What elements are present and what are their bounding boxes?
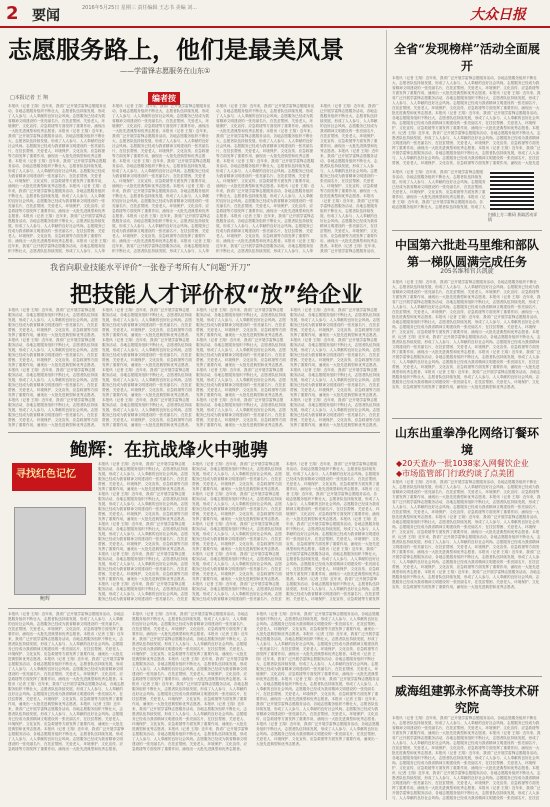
- main-subhead: ——学雷锋志愿服务在山东①: [120, 67, 211, 75]
- bottom-column-1: 本报讯（记者 王翔）近年来，我省广泛开展学雷锋志愿服务活动，各地志愿服务组织不断壮大，志愿者队伍持续发展，形成了人人参与、人人奉献的良好社会风尚。志愿服务已经成为我省精神文明建设的一张亮丽名片，在扶贫帮困、关爱老人、环境保护、文化宣传、应急救援等方面发挥了重要作用，涌现出一大批先进典型和优秀志愿者。本报讯（记者 王翔）近年来，我省广泛开展学雷锋志愿服务活动，各地志愿服务组织不断壮大，志愿者队伍持续发展，形成了人人参与、人人奉献的良好社会风尚。志愿服务已经成为我省精神文明建设的一张亮丽名片，在扶贫帮困、关爱老人、环境保护、文化宣传、应急救援等方面发挥了重要作用，涌现出一大批先进典型和优秀志愿者。本报讯（记者 王翔）近年来，我省广泛开展学雷锋志愿服务活动，各地志愿服务组织不断壮大，志愿者队伍持续发展，形成了人人参与、人人奉献的良好社会风尚。志愿服务已经成为我省精神文明建设的一张亮丽名片，在扶贫帮困、关爱老人、环境保护、文化宣传、应急救援等方面发挥了重要作用，涌现出一大批先进典型和优秀志愿者。本报讯（记者 王翔）近年来，我省广泛开展学雷锋志愿服务活动，各地志愿服务组织不断壮大，志愿者队伍持续发展，形成了人人参与、人人奉献的良好社会风尚。志愿服务已经成为我省精神文明建设的一张亮丽名片，在扶贫帮困、关爱老人、环境保护、文化宣传、应急救援等方面发挥了重要作用，涌现出一大批先进典型和优秀志愿者。本报讯（记者 王翔）近年来，我省广泛开展学雷锋志愿服务活动，各地志愿服务组织不断壮大，志愿者队伍持续发展，形成了人人参与、人人奉献的良好社会风尚。志愿服务已经成为我省精神文明建设的一张亮丽名片，在扶贫帮困、关爱老人、环境保护、文化宣传、应急救援等方面发挥了重要作用，涌现出一大批先进典型和优秀志愿者。本报讯（记者 王翔）近年来，我省广泛开展学雷锋志愿服务活动，各地志愿服务组织不断壮大，志愿者队伍持续发展，形成了人人参与、人人奉献的良好社会风尚。志愿服务已经成为我省精神文明建设的一张亮丽名片，在扶贫帮困、关爱老人、环境保护、文化宣传、应急救援等方面发挥了重要作用，涌现出一大批先进典型和优秀志愿者。: [8, 612, 125, 751]
- bullet-1-text: 20天查办一批1038家入网餐饮企业: [402, 459, 529, 468]
- section-name: 要闻: [32, 8, 60, 24]
- section-divider-2: [8, 432, 380, 433]
- issue-meta: 2016年5月25日 星期三 责任编辑 王志书 美编 刘...: [82, 5, 197, 11]
- article3-column-3: 本报讯（记者 王翔）近年来，我省广泛开展学雷锋志愿服务活动，各地志愿服务组织不断壮大，志愿者队伍持续发展，形成了人人参与、人人奉献的良好社会风尚。志愿服务已经成为我省精神文明建设的一张亮丽名片，在扶贫帮困、关爱老人、环境保护、文化宣传、应急救援等方面发挥了重要作用，涌现出一大批先进典型和优秀志愿者。本报讯（记者 王翔）近年来，我省广泛开展学雷锋志愿服务活动，各地志愿服务组织不断壮大，志愿者队伍持续发展，形成了人人参与、人人奉献的良好社会风尚。志愿服务已经成为我省精神文明建设的一张亮丽名片，在扶贫帮困、关爱老人、环境保护、文化宣传、应急救援等方面发挥了重要作用，涌现出一大批先进典型和优秀志愿者。本报讯（记者 王翔）近年来，我省广泛开展学雷锋志愿服务活动，各地志愿服务组织不断壮大，志愿者队伍持续发展，形成了人人参与、人人奉献的良好社会风尚。志愿服务已经成为我省精神文明建设的一张亮丽名片，在扶贫帮困、关爱老人、环境保护、文化宣传、应急救援等方面发挥了重要作用，涌现出一大批先进典型和优秀志愿者。本报讯（记者 王翔）近年来，我省广泛开展学雷锋志愿服务活动，各地志愿服务组织不断壮大，志愿者队伍持续发展，形成了人人参与、人人奉献的良好社会风尚。志愿服务已经成为我省精神文明建设的一张亮丽名片，在扶贫帮困、关爱老人、环境保护、文化宣传、应急救援等方面发挥了重要作用，涌现出一大批先进典型和优秀志愿者。本报讯（记者 王翔）近年来，我省广泛开展学雷锋志愿服务活动，各地志愿服务组织不断壮大，志愿者队伍持续发展，形成了人人参与、人人奉献的良好社会风尚。志愿服务已经成为我省精神文明建设的一张亮丽名片，在扶贫帮困、关爱老人、环境保护、文化宣传、应急救援等方面发挥: [286, 462, 380, 601]
- qr-code-icon: [490, 170, 534, 210]
- column-divider: [386, 30, 387, 800]
- main-column-1: 本报讯（记者 王翔）近年来，我省广泛开展学雷锋志愿服务活动，各地志愿服务组织不断壮大，志愿者队伍持续发展，形成了人人参与、人人奉献的良好社会风尚。志愿服务已经成为我省精神文明建设的一张亮丽名片，在扶贫帮困、关爱老人、环境保护、文化宣传、应急救援等方面发挥了重要作用，涌现出一大批先进典型和优秀志愿者。本报讯（记者 王翔）近年来，我省广泛开展学雷锋志愿服务活动，各地志愿服务组织不断壮大，志愿者队伍持续发展，形成了人人参与、人人奉献的良好社会风尚。志愿服务已经成为我省精神文明建设的一张亮丽名片，在扶贫帮困、关爱老人、环境保护、文化宣传、应急救援等方面发挥了重要作用，涌现出一大批先进典型和优秀志愿者。本报讯（记者 王翔）近年来，我省广泛开展学雷锋志愿服务活动，各地志愿服务组织不断壮大，志愿者队伍持续发展，形成了人人参与、人人奉献的良好社会风尚。志愿服务已经成为我省精神文明建设的一张亮丽名片，在扶贫帮困、关爱老人、环境保护、文化宣传、应急救援等方面发挥了重要作用，涌现出一大批先进典型和优秀志愿者。本报讯（记者 王翔）近年来，我省广泛开展学雷锋志愿服务活动，各地志愿服务组织不断壮大，志愿者队伍持续发展，形成了人人参与、人人奉献的良好社会风尚。志愿服务已经成为我省精神文明建设的一张亮丽名片，在扶贫帮困、关爱老人、环境保护、文化宣传、应急救援等方面发挥了重要作用，涌现出一大批先进典型和优秀志愿者。本报讯（记者 王翔）近年来，我省广泛开展学雷锋志愿服务活动，各地志愿服务组织不断壮大，志愿者队伍持续发展，形成了人人参与、人人奉献的良好社会风尚。志愿服务已经成为我省精神文明建设的一张亮丽名片，在扶贫帮困、关爱老人、环境保护、文化宣传、应急救援等方面发挥了重要作用，涌现出一大批先进典型和优秀志愿者。本报讯（记者 王翔）近年来，我省广泛开展学雷锋志愿服务活动，各地志愿服务组织不断壮大，志愿者队伍持续发展，形成了人人参与、人人奉: [8, 104, 108, 253]
- main-column-2: 本报讯（记者 王翔）近年来，我省广泛开展学雷锋志愿服务活动，各地志愿服务组织不断壮大，志愿者队伍持续发展，形成了人人参与、人人奉献的良好社会风尚。志愿服务已经成为我省精神文明建设的一张亮丽名片，在扶贫帮困、关爱老人、环境保护、文化宣传、应急救援等方面发挥了重要作用，涌现出一大批先进典型和优秀志愿者。本报讯（记者 王翔）近年来，我省广泛开展学雷锋志愿服务活动，各地志愿服务组织不断壮大，志愿者队伍持续发展，形成了人人参与、人人奉献的良好社会风尚。志愿服务已经成为我省精神文明建设的一张亮丽名片，在扶贫帮困、关爱老人、环境保护、文化宣传、应急救援等方面发挥了重要作用，涌现出一大批先进典型和优秀志愿者。本报讯（记者 王翔）近年来，我省广泛开展学雷锋志愿服务活动，各地志愿服务组织不断壮大，志愿者队伍持续发展，形成了人人参与、人人奉献的良好社会风尚。志愿服务已经成为我省精神文明建设的一张亮丽名片，在扶贫帮困、关爱老人、环境保护、文化宣传、应急救援等方面发挥了重要作用，涌现出一大批先进典型和优秀志愿者。本报讯（记者 王翔）近年来，我省广泛开展学雷锋志愿服务活动，各地志愿服务组织不断壮大，志愿者队伍持续发展，形成了人人参与、人人奉献的良好社会风尚。志愿服务已经成为我省精神文明建设的一张亮丽名片，在扶贫帮困、关爱老人、环境保护、文化宣传、应急救援等方面发挥了重要作用，涌现出一大批先进典型和优秀志愿者。本报讯（记者 王翔）近年来，我省广泛开展学雷锋志愿服务活动，各地志愿服务组织不断壮大，志愿者队伍持续发展，形成了人人参与、人人奉献的良好社会风尚。志愿服务已经成为我省精神文明建设的一张亮丽名片，在扶贫帮困、关爱老人、环境保护、文化宣传、应急救援等方面发挥了重要作用，涌现出一大批先进典型和优秀志愿者。本报讯（记者 王翔）近年来，我省广泛开展学雷锋志愿服务活动，各地志愿服务组织不断壮大，志愿者队伍持续发展，形成了人人参与、人人奉: [112, 104, 212, 253]
- bullet-2: [396, 468, 514, 479]
- portrait-photo: [14, 507, 86, 595]
- qr-caption: 扫描上方二维码 获取活动详情: [488, 212, 538, 222]
- main-headline: 志愿服务路上，他们是最美风景: [8, 36, 344, 64]
- article2-headline: 把技能人才评价权“放”给企业: [70, 283, 363, 308]
- side-item3-text: 本报讯（记者 王翔）近年来，我省广泛开展学雷锋志愿服务活动，各地志愿服务组织不断壮大，志愿者队伍持续发展，形成了人人参与、人人奉献的良好社会风尚。志愿服务已经成为我省精神文明建设的一张亮丽名片，在扶贫帮困、关爱老人、环境保护、文化宣传、应急救援等方面发挥了重要作用，涌现出一大批先进典型和优秀志愿者。本报讯（记者 王翔）近年来，我省广泛开展学雷锋志愿服务活动，各地志愿服务组织不断壮大，志愿者队伍持续发展，形成了人人参与、人人奉献的良好社会风尚。志愿服务已经成为我省精神文明建设的一张亮丽名片，在扶贫帮困、关爱老人、环境保护、文化宣传、应急救援等方面发挥了重要作用，涌现出一大批先进典型和优秀志愿者。本报讯（记者 王翔）近年来，我省广泛开展学雷锋志愿服务活动，各地志愿服务组织不断壮大，志愿者队伍持续发展，形成了人人参与、人人奉献的良好社会风尚。志愿服务已经成为我省精神文明建设的一张亮丽名片，在扶贫帮困、关爱老人、环境保护、文化宣传、应急救援等方面发挥了重要作用，涌现出一大批先进典型和优秀志愿者。本报讯（记者 王翔）近年来，我省广泛开展学雷锋志愿服务活动，各地志愿服务组织不断壮大，志愿者队伍持续发展，形成了人人参与、人人奉献的良好社会风尚。志愿服务已经成为我省精神文明建设的一张亮丽名片，在扶贫帮困、关爱老人、环境保护、文化宣传、应急救援等方面发挥了重要作用，涌现出一大批先进典型和优秀志愿者。本报讯（记者 王翔）近年来，我省广泛开展学雷锋志愿服务活动，各地志愿服务组织不断壮大，志愿者队伍持续发展，形成了人人参与、人人奉献的良好社会风尚。志愿服务已经成为我省精神文明建设的一张亮丽名片，在扶贫帮困、关爱老人、环境保护、文化宣传、应急救援等方面发挥了重要作用，涌现出一大批先进典型和优秀志愿者。本报讯（记者 王翔）近年来，我省广泛开展学雷锋志愿服务活动，各地志愿服务组织不断壮大，志愿者队伍持续发展，形成了人人参与、人人奉献的良好社会风尚。志愿服务已经成为我省精神文明建设的一张亮丽名片，在扶贫帮困、关爱老人、环境保护、文化宣传、应急救援等方面发挥了重要作用，涌现出一大批先进典型和优秀志愿者。: [392, 480, 541, 589]
- side-item2-sub: 205名维和官兵凯旋: [440, 268, 494, 275]
- side-item2-text: 本报讯（记者 王翔）近年来，我省广泛开展学雷锋志愿服务活动，各地志愿服务组织不断壮大，志愿者队伍持续发展，形成了人人参与、人人奉献的良好社会风尚。志愿服务已经成为我省精神文明建设的一张亮丽名片，在扶贫帮困、关爱老人、环境保护、文化宣传、应急救援等方面发挥了重要作用，涌现出一大批先进典型和优秀志愿者。本报讯（记者 王翔）近年来，我省广泛开展学雷锋志愿服务活动，各地志愿服务组织不断壮大，志愿者队伍持续发展，形成了人人参与、人人奉献的良好社会风尚。志愿服务已经成为我省精神文明建设的一张亮丽名片，在扶贫帮困、关爱老人、环境保护、文化宣传、应急救援等方面发挥了重要作用，涌现出一大批先进典型和优秀志愿者。本报讯（记者 王翔）近年来，我省广泛开展学雷锋志愿服务活动，各地志愿服务组织不断壮大，志愿者队伍持续发展，形成了人人参与、人人奉献的良好社会风尚。志愿服务已经成为我省精神文明建设的一张亮丽名片，在扶贫帮困、关爱老人、环境保护、文化宣传、应急救援等方面发挥了重要作用，涌现出一大批先进典型和优秀志愿者。本报讯（记者 王翔）近年来，我省广泛开展学雷锋志愿服务活动，各地志愿服务组织不断壮大，志愿者队伍持续发展，形成了人人参与、人人奉献的良好社会风尚。志愿服务已经成为我省精神文明建设的一张亮丽名片，在扶贫帮困、关爱老人、环境保护、文化宣传、应急救援等方面发挥了重要作用，涌现出一大批先进典型和优秀志愿者。本报讯（记者 王翔）近年来，我省广泛开展学雷锋志愿服务活动，各地志愿服务组织不断壮大，志愿者队伍持续发展，形成了人人参与、人人奉献的良好社会风尚。志愿服务已经成为我省精神文明建设的一张亮丽名片，在扶贫帮困、关爱老人、环境保护、文化宣传、应急救援等方面发挥了重要作用，涌现出一大批先进典型和优秀志愿者。本报讯（记者 王翔）近年来，我省广泛开展学雷锋志愿服务活动，各地志愿服务组织不断壮大，志愿者队伍持续发展，形成了人人参与、人人奉献的良好社会风尚。志愿服务已经成为我省精神文明建设的一张亮丽名片，在扶贫帮困、关爱老人、环境保护、文化宣传、应急救援等方面发挥了重要作用，涌现出一大批先进典型和优秀志愿者。: [392, 280, 541, 389]
- article3-column-1: 本报讯（记者 王翔）近年来，我省广泛开展学雷锋志愿服务活动，各地志愿服务组织不断壮大，志愿者队伍持续发展，形成了人人参与、人人奉献的良好社会风尚。志愿服务已经成为我省精神文明建设的一张亮丽名片，在扶贫帮困、关爱老人、环境保护、文化宣传、应急救援等方面发挥了重要作用，涌现出一大批先进典型和优秀志愿者。本报讯（记者 王翔）近年来，我省广泛开展学雷锋志愿服务活动，各地志愿服务组织不断壮大，志愿者队伍持续发展，形成了人人参与、人人奉献的良好社会风尚。志愿服务已经成为我省精神文明建设的一张亮丽名片，在扶贫帮困、关爱老人、环境保护、文化宣传、应急救援等方面发挥了重要作用，涌现出一大批先进典型和优秀志愿者。本报讯（记者 王翔）近年来，我省广泛开展学雷锋志愿服务活动，各地志愿服务组织不断壮大，志愿者队伍持续发展，形成了人人参与、人人奉献的良好社会风尚。志愿服务已经成为我省精神文明建设的一张亮丽名片，在扶贫帮困、关爱老人、环境保护、文化宣传、应急救援等方面发挥了重要作用，涌现出一大批先进典型和优秀志愿者。本报讯（记者 王翔）近年来，我省广泛开展学雷锋志愿服务活动，各地志愿服务组织不断壮大，志愿者队伍持续发展，形成了人人参与、人人奉献的良好社会风尚。志愿服务已经成为我省精神文明建设的一张亮丽名片，在扶贫帮困、关爱老人、环境保护、文化宣传、应急救援等方面发挥了重要作用，涌现出一大批先进典型和优秀志愿者。本报讯（记者 王翔）近年来，我省广泛开展学雷锋志愿服务活动，各地志愿服务组织不断壮大，志愿者队伍持续发展，形成了人人参与、人人奉献的良好社会风尚。志愿服务已经成为我省精神文明建设的一张亮丽名片，在扶贫: [98, 462, 188, 601]
- bullet-diamond-icon: ◆: [396, 469, 403, 478]
- article3-headline: 鲍辉：在抗战烽火中驰骋: [70, 440, 268, 461]
- bottom-column-3: 本报讯（记者 王翔）近年来，我省广泛开展学雷锋志愿服务活动，各地志愿服务组织不断壮大，志愿者队伍持续发展，形成了人人参与、人人奉献的良好社会风尚。志愿服务已经成为我省精神文明建设的一张亮丽名片，在扶贫帮困、关爱老人、环境保护、文化宣传、应急救援等方面发挥了重要作用，涌现出一大批先进典型和优秀志愿者。本报讯（记者 王翔）近年来，我省广泛开展学雷锋志愿服务活动，各地志愿服务组织不断壮大，志愿者队伍持续发展，形成了人人参与、人人奉献的良好社会风尚。志愿服务已经成为我省精神文明建设的一张亮丽名片，在扶贫帮困、关爱老人、环境保护、文化宣传、应急救援等方面发挥了重要作用，涌现出一大批先进典型和优秀志愿者。本报讯（记者 王翔）近年来，我省广泛开展学雷锋志愿服务活动，各地志愿服务组织不断壮大，志愿者队伍持续发展，形成了人人参与、人人奉献的良好社会风尚。志愿服务已经成为我省精神文明建设的一张亮丽名片，在扶贫帮困、关爱老人、环境保护、文化宣传、应急救援等方面发挥了重要作用，涌现出一大批先进典型和优秀志愿者。本报讯（记者 王翔）近年来，我省广泛开展学雷锋志愿服务活动，各地志愿服务组织不断壮大，志愿者队伍持续发展，形成了人人参与、人人奉献的良好社会风尚。志愿服务已经成为我省精神文明建设的一张亮丽名片，在扶贫帮困、关爱老人、环境保护、文化宣传、应急救援等方面发挥了重要作用，涌现出一大批先进典型和优秀志愿者。本报讯（记者 王翔）近年来，我省广泛开展学雷锋志愿服务活动，各地志愿服务组织不断壮大，志愿者队伍持续发展，形成了人人参与、人人奉献的良好社会风尚。志愿服务已经成为我省精神文明建设的一张亮丽名片，在扶贫帮困、关爱老人、环境保护、文化宣传、应急救援等方面发挥了重要作用，涌现出一大批先进典型和优秀志愿者。本报讯（记者 王翔）近年来，我省广泛开展学雷锋志愿服务活动，各地志愿服务组织不断壮大，志愿者队伍持续发展，形成了人人参与、人人奉献的良好社会风尚。志愿服务已经成为我省精神文明建设的一张亮丽名片，在扶贫帮困、关爱老人、环境保护、文化宣传、应急救援等方面发挥了重要作用，涌现出一大批先进典型和优秀志愿者。: [256, 612, 380, 746]
- photo-caption: 鲍辉: [40, 596, 51, 602]
- bottom-column-2: 本报讯（记者 王翔）近年来，我省广泛开展学雷锋志愿服务活动，各地志愿服务组织不断壮大，志愿者队伍持续发展，形成了人人参与、人人奉献的良好社会风尚。志愿服务已经成为我省精神文明建设的一张亮丽名片，在扶贫帮困、关爱老人、环境保护、文化宣传、应急救援等方面发挥了重要作用，涌现出一大批先进典型和优秀志愿者。本报讯（记者 王翔）近年来，我省广泛开展学雷锋志愿服务活动，各地志愿服务组织不断壮大，志愿者队伍持续发展，形成了人人参与、人人奉献的良好社会风尚。志愿服务已经成为我省精神文明建设的一张亮丽名片，在扶贫帮困、关爱老人、环境保护、文化宣传、应急救援等方面发挥了重要作用，涌现出一大批先进典型和优秀志愿者。本报讯（记者 王翔）近年来，我省广泛开展学雷锋志愿服务活动，各地志愿服务组织不断壮大，志愿者队伍持续发展，形成了人人参与、人人奉献的良好社会风尚。志愿服务已经成为我省精神文明建设的一张亮丽名片，在扶贫帮困、关爱老人、环境保护、文化宣传、应急救援等方面发挥了重要作用，涌现出一大批先进典型和优秀志愿者。本报讯（记者 王翔）近年来，我省广泛开展学雷锋志愿服务活动，各地志愿服务组织不断壮大，志愿者队伍持续发展，形成了人人参与、人人奉献的良好社会风尚。志愿服务已经成为我省精神文明建设的一张亮丽名片，在扶贫帮困、关爱老人、环境保护、文化宣传、应急救援等方面发挥了重要作用，涌现出一大批先进典型和优秀志愿者。本报讯（记者 王翔）近年来，我省广泛开展学雷锋志愿服务活动，各地志愿服务组织不断壮大，志愿者队伍持续发展，形成了人人参与、人人奉献的良好社会风尚。志愿服务已经成为我省精神文明建设的一张亮丽名片，在扶贫帮困、关爱老人、环境保护、文化宣传、应急救援等方面发挥了重要作用，涌现出一大批先进典型和优秀志愿者。本报讯（记者 王翔）近年来，我省广泛开展学雷锋志愿服务活动，各地志愿服务组织不断壮大，志愿者队伍持续发展，形成了人人参与、人人奉献的良好社会风尚。志愿服务已经成为我省精神文明建设的一张亮丽名片，在扶贫帮困、关爱老人、环境保护、文化宣传、应急救援等方面发挥了重要作用，涌现出一大批先进典型和优秀志愿者。: [132, 612, 249, 751]
- page-number: 2: [6, 3, 19, 24]
- side-item3-title: 山东出重拳净化网络订餐环境: [394, 426, 539, 457]
- main-column-4: 本报讯（记者 王翔）近年来，我省广泛开展学雷锋志愿服务活动，各地志愿服务组织不断壮大，志愿者队伍持续发展，形成了人人参与、人人奉献的良好社会风尚。志愿服务已经成为我省精神文明建设的一张亮丽名片，在扶贫帮困、关爱老人、环境保护、文化宣传、应急救援等方面发挥了重要作用，涌现出一大批先进典型和优秀志愿者。本报讯（记者 王翔）近年来，我省广泛开展学雷锋志愿服务活动，各地志愿服务组织不断壮大，志愿者队伍持续发展，形成了人人参与、人人奉献的良好社会风尚。志愿服务已经成为我省精神文明建设的一张亮丽名片，在扶贫帮困、关爱老人、环境保护、文化宣传、应急救援等方面发挥了重要作用，涌现出一大批先进典型和优秀志愿者。本报讯（记者 王翔）近年来，我省广泛开展学雷锋志愿服务活动，各地志愿服务组织不断壮大，志愿者队伍持续发展，形成了人人参与、人人奉献的良好社会风尚。志愿服务已经成为我省精神文明建设的一张亮丽名片，在扶贫帮困、关爱老人、环境保护、文化宣传、应急救援等方面发挥了重要作用，涌现出一大批先进典型和优秀志愿者。本报讯（记者 王翔）近年来，我省广泛开展学雷锋志愿服务活动，: [320, 104, 379, 253]
- section-divider-3: [8, 608, 380, 609]
- red-memory-banner: 寻找红色记忆: [12, 463, 92, 491]
- side-divider: [392, 230, 542, 231]
- article2-column-4: 本报讯（记者 王翔）近年来，我省广泛开展学雷锋志愿服务活动，各地志愿服务组织不断壮大，志愿者队伍持续发展，形成了人人参与、人人奉献的良好社会风尚。志愿服务已经成为我省精神文明建设的一张亮丽名片，在扶贫帮困、关爱老人、环境保护、文化宣传、应急救援等方面发挥了重要作用，涌现出一大批先进典型和优秀志愿者。本报讯（记者 王翔）近年来，我省广泛开展学雷锋志愿服务活动，各地志愿服务组织不断壮大，志愿者队伍持续发展，形成了人人参与、人人奉献的良好社会风尚。志愿服务已经成为我省精神文明建设的一张亮丽名片，在扶贫帮困、关爱老人、环境保护、文化宣传、应急救援等方面发挥了重要作用，涌现出一大批先进典型和优秀志愿者。本报讯（记者 王翔）近年来，我省广泛开展学雷锋志愿服务活动，各地志愿服务组织不断壮大，志愿者队伍持续发展，形成了人人参与、人人奉献的良好社会风尚。志愿服务已经成为我省精神文明建设的一张亮丽名片，在扶贫帮困、关爱老人、环境保护、文化宣传、应急救援等方面发挥了重要作用，涌现出一大批先进典型和优秀志愿者。本报讯（记者 王翔）近年来，我省广泛开展学雷锋志愿服务活动，各地志愿服务组织不断壮大，志愿者队伍持续发展，形成了人人参与、人人奉献的良好社会风尚。志愿服务已经成为我省精神文明建设的一张亮丽名片，在扶贫帮困、关爱老人、环境保护、文化宣传、应急救援等方面发挥了重要作用，涌现出一大批先进典型和优秀志愿者。: [290, 308, 380, 427]
- side-item1-text: 本报讯（记者 王翔）近年来，我省广泛开展学雷锋志愿服务活动，各地志愿服务组织不断壮大，志愿者队伍持续发展，形成了人人参与、人人奉献的良好社会风尚。志愿服务已经成为我省精神文明建设的一张亮丽名片，在扶贫帮困、关爱老人、环境保护、文化宣传、应急救援等方面发挥了重要作用，涌现出一大批先进典型和优秀志愿者。本报讯（记者 王翔）近年来，我省广泛开展学雷锋志愿服务活动，各地志愿服务组织不断壮大，志愿者队伍持续发展，形成了人人参与、人人奉献的良好社会风尚。志愿服务已经成为我省精神文明建设的一张亮丽名片，在扶贫帮困、关爱老人、环境保护、文化宣传、应急救援等方面发挥了重要作用，涌现出一大批先进典型和优秀志愿者。本报讯（记者 王翔）近年来，我省广泛开展学雷锋志愿服务活动，各地志愿服务组织不断壮大，志愿者队伍持续发展，形成了人人参与、人人奉献的良好社会风尚。志愿服务已经成为我省精神文明建设的一张亮丽名片，在扶贫帮困、关爱老人、环境保护、文化宣传、应急救援等方面发挥了重要作用，涌现出一大批先进典型和优秀志愿者。本报讯（记者 王翔）近年来，我省广泛开展学雷锋志愿服务活动，各地志愿服务组织不断壮大，志愿者队伍持续发展，形成了人人参与、人人奉献的良好社会风尚。志愿服务已经成为我省精神文明建设的一张亮丽名片，在扶贫帮困、关爱老人、环境保护、文化宣传、应急救援等方面发挥了重要作用，涌现出一大批先进典型和优秀志愿者。本报讯（记者 王翔）近年来，我省广泛开展学雷锋志愿服务活动，各地志愿服务组织不断壮大，志愿者队伍持续发展，形成了人人参与、人人奉献的良好社会风尚。志愿服务已经成为我省精神文明建设的一张亮丽名片，在扶贫帮困、关爱老人、环境保护、文化宣传、应急救援等方面发挥了重要作用，涌现出一大批先进: [392, 76, 541, 165]
- side-item4-text: 本报讯（记者 王翔）近年来，我省广泛开展学雷锋志愿服务活动，各地志愿服务组织不断壮大，志愿者队伍持续发展，形成了人人参与、人人奉献的良好社会风尚。志愿服务已经成为我省精神文明建设的一张亮丽名片，在扶贫帮困、关爱老人、环境保护、文化宣传、应急救援等方面发挥了重要作用，涌现出一大批先进典型和优秀志愿者。本报讯（记者 王翔）近年来，我省广泛开展学雷锋志愿服务活动，各地志愿服务组织不断壮大，志愿者队伍持续发展，形成了人人参与、人人奉献的良好社会风尚。志愿服务已经成为我省精神文明建设的一张亮丽名片，在扶贫帮困、关爱老人、环境保护、文化宣传、应急救援等方面发挥了重要作用，涌现出一大批先进典型和优秀志愿者。本报讯（记者 王翔）近年来，我省广泛开展学雷锋志愿服务活动，各地志愿服务组织不断壮大，志愿者队伍持续发展，形成了人人参与、人人奉献的良好社会风尚。志愿服务已经成为我省精神文明建设的一张亮丽名片，在扶贫帮困、关爱老人、环境保护、文化宣传、应急救援等方面发挥了重要作用，涌现出一大批先进典型和优秀志愿者。本报讯（记者 王翔）近年来，我省广泛开展学雷锋志愿服务活动，各地志愿服务组织不断壮大，志愿者队伍持续发展，形成了人人参与、人人奉献的良好社会风尚。志愿服务已经成为我省精神文明建设的一张亮丽名片，在扶贫帮困、关爱老人、环境保护、文化宣传、应急救援等方面发挥了重要作用，涌现出一大批先进典型和优秀志愿者。本报讯（记者 王翔）近年来，我省广泛开展学雷锋志愿服务活动，各地志愿服务组织不断壮大，志愿者队伍持续发展，形成了人人参与、人人奉献的良好社会风尚。志愿服务已经成为我省精神文明建设的一张亮丽名片，在扶贫: [392, 716, 541, 800]
- article2-column-3: 本报讯（记者 王翔）近年来，我省广泛开展学雷锋志愿服务活动，各地志愿服务组织不断壮大，志愿者队伍持续发展，形成了人人参与、人人奉献的良好社会风尚。志愿服务已经成为我省精神文明建设的一张亮丽名片，在扶贫帮困、关爱老人、环境保护、文化宣传、应急救援等方面发挥了重要作用，涌现出一大批先进典型和优秀志愿者。本报讯（记者 王翔）近年来，我省广泛开展学雷锋志愿服务活动，各地志愿服务组织不断壮大，志愿者队伍持续发展，形成了人人参与、人人奉献的良好社会风尚。志愿服务已经成为我省精神文明建设的一张亮丽名片，在扶贫帮困、关爱老人、环境保护、文化宣传、应急救援等方面发挥了重要作用，涌现出一大批先进典型和优秀志愿者。本报讯（记者 王翔）近年来，我省广泛开展学雷锋志愿服务活动，各地志愿服务组织不断壮大，志愿者队伍持续发展，形成了人人参与、人人奉献的良好社会风尚。志愿服务已经成为我省精神文明建设的一张亮丽名片，在扶贫帮困、关爱老人、环境保护、文化宣传、应急救援等方面发挥了重要作用，涌现出一大批先进典型和优秀志愿者。本报讯（记者 王翔）近年来，我省广泛开展学雷锋志愿服务活动，各地志愿服务组织不断壮大，志愿者队伍持续发展，形成了人人参与、人人奉献的良好社会风尚。志愿服务已经成为我省精神文明建设的一张亮丽名片，在扶贫帮困、关爱老人、环境保护、文化宣传、应急救援等方面发挥了重要作用，涌现出一大批先进典型和优秀志愿者。: [196, 308, 286, 427]
- bullet-diamond-icon: ◆: [396, 459, 403, 468]
- side-divider-3: [392, 676, 542, 677]
- article2-column-2: 本报讯（记者 王翔）近年来，我省广泛开展学雷锋志愿服务活动，各地志愿服务组织不断壮大，志愿者队伍持续发展，形成了人人参与、人人奉献的良好社会风尚。志愿服务已经成为我省精神文明建设的一张亮丽名片，在扶贫帮困、关爱老人、环境保护、文化宣传、应急救援等方面发挥了重要作用，涌现出一大批先进典型和优秀志愿者。本报讯（记者 王翔）近年来，我省广泛开展学雷锋志愿服务活动，各地志愿服务组织不断壮大，志愿者队伍持续发展，形成了人人参与、人人奉献的良好社会风尚。志愿服务已经成为我省精神文明建设的一张亮丽名片，在扶贫帮困、关爱老人、环境保护、文化宣传、应急救援等方面发挥了重要作用，涌现出一大批先进典型和优秀志愿者。本报讯（记者 王翔）近年来，我省广泛开展学雷锋志愿服务活动，各地志愿服务组织不断壮大，志愿者队伍持续发展，形成了人人参与、人人奉献的良好社会风尚。志愿服务已经成为我省精神文明建设的一张亮丽名片，在扶贫帮困、关爱老人、环境保护、文化宣传、应急救援等方面发挥了重要作用，涌现出一大批先进典型和优秀志愿者。本报讯（记者 王翔）近年来，我省广泛开展学雷锋志愿服务活动，各地志愿服务组织不断壮大，志愿者队伍持续发展，形成了人人参与、人人奉献的良好社会风尚。志愿服务已经成为我省精神文明建设的一张亮丽名片，在扶贫帮困、关爱老人、环境保护、文化宣传、应急救援等方面发挥了重要作用，涌现出一大批先进典型和优秀志愿者。: [102, 308, 192, 427]
- editor-note-badge: 编者按: [148, 92, 180, 105]
- article2-column-1: 本报讯（记者 王翔）近年来，我省广泛开展学雷锋志愿服务活动，各地志愿服务组织不断壮大，志愿者队伍持续发展，形成了人人参与、人人奉献的良好社会风尚。志愿服务已经成为我省精神文明建设的一张亮丽名片，在扶贫帮困、关爱老人、环境保护、文化宣传、应急救援等方面发挥了重要作用，涌现出一大批先进典型和优秀志愿者。本报讯（记者 王翔）近年来，我省广泛开展学雷锋志愿服务活动，各地志愿服务组织不断壮大，志愿者队伍持续发展，形成了人人参与、人人奉献的良好社会风尚。志愿服务已经成为我省精神文明建设的一张亮丽名片，在扶贫帮困、关爱老人、环境保护、文化宣传、应急救援等方面发挥了重要作用，涌现出一大批先进典型和优秀志愿者。本报讯（记者 王翔）近年来，我省广泛开展学雷锋志愿服务活动，各地志愿服务组织不断壮大，志愿者队伍持续发展，形成了人人参与、人人奉献的良好社会风尚。志愿服务已经成为我省精神文明建设的一张亮丽名片，在扶贫帮困、关爱老人、环境保护、文化宣传、应急救援等方面发挥了重要作用，涌现出一大批先进典型和优秀志愿者。本报讯（记者 王翔）近年来，我省广泛开展学雷锋志愿服务活动，各地志愿服务组织不断壮大，志愿者队伍持续发展，形成了人人参与、人人奉献的良好社会风尚。志愿服务已经成为我省精神文明建设的一张亮丽名片，在扶贫帮困、关爱老人、环境保护、文化宣传、应急救援等方面发挥了重要作用，涌现出一大批先进典型和优秀志愿者。: [8, 308, 98, 427]
- side-item2-title: 中国第六批赴马里维和部队第一梯队圆满完成任务: [394, 238, 539, 269]
- newspaper-logo: 大众日报: [470, 7, 526, 23]
- article3-column-2: 本报讯（记者 王翔）近年来，我省广泛开展学雷锋志愿服务活动，各地志愿服务组织不断壮大，志愿者队伍持续发展，形成了人人参与、人人奉献的良好社会风尚。志愿服务已经成为我省精神文明建设的一张亮丽名片，在扶贫帮困、关爱老人、环境保护、文化宣传、应急救援等方面发挥了重要作用，涌现出一大批先进典型和优秀志愿者。本报讯（记者 王翔）近年来，我省广泛开展学雷锋志愿服务活动，各地志愿服务组织不断壮大，志愿者队伍持续发展，形成了人人参与、人人奉献的良好社会风尚。志愿服务已经成为我省精神文明建设的一张亮丽名片，在扶贫帮困、关爱老人、环境保护、文化宣传、应急救援等方面发挥了重要作用，涌现出一大批先进典型和优秀志愿者。本报讯（记者 王翔）近年来，我省广泛开展学雷锋志愿服务活动，各地志愿服务组织不断壮大，志愿者队伍持续发展，形成了人人参与、人人奉献的良好社会风尚。志愿服务已经成为我省精神文明建设的一张亮丽名片，在扶贫帮困、关爱老人、环境保护、文化宣传、应急救援等方面发挥了重要作用，涌现出一大批先进典型和优秀志愿者。本报讯（记者 王翔）近年来，我省广泛开展学雷锋志愿服务活动，各地志愿服务组织不断壮大，志愿者队伍持续发展，形成了人人参与、人人奉献的良好社会风尚。志愿服务已经成为我省精神文明建设的一张亮丽名片，在扶贫帮困、关爱老人、环境保护、文化宣传、应急救援等方面发挥了重要作用，涌现出一大批先进典型和优秀志愿者。本报讯（记者 王翔）近年来，我省广泛开展学雷锋志愿服务活动，各地志愿服务组织不断壮大，志愿者队伍持续发展，形成了人人参与、人人奉献的良好社会风尚。志愿服务已经成为我省精神文明建设的一张亮丽名片，在扶贫: [192, 462, 282, 601]
- side-item4-title: 威海组建郭永怀高等技术研究院: [394, 684, 539, 715]
- main-column-3: 本报讯（记者 王翔）近年来，我省广泛开展学雷锋志愿服务活动，各地志愿服务组织不断壮大，志愿者队伍持续发展，形成了人人参与、人人奉献的良好社会风尚。志愿服务已经成为我省精神文明建设的一张亮丽名片，在扶贫帮困、关爱老人、环境保护、文化宣传、应急救援等方面发挥了重要作用，涌现出一大批先进典型和优秀志愿者。本报讯（记者 王翔）近年来，我省广泛开展学雷锋志愿服务活动，各地志愿服务组织不断壮大，志愿者队伍持续发展，形成了人人参与、人人奉献的良好社会风尚。志愿服务已经成为我省精神文明建设的一张亮丽名片，在扶贫帮困、关爱老人、环境保护、文化宣传、应急救援等方面发挥了重要作用，涌现出一大批先进典型和优秀志愿者。本报讯（记者 王翔）近年来，我省广泛开展学雷锋志愿服务活动，各地志愿服务组织不断壮大，志愿者队伍持续发展，形成了人人参与、人人奉献的良好社会风尚。志愿服务已经成为我省精神文明建设的一张亮丽名片，在扶贫帮困、关爱老人、环境保护、文化宣传、应急救援等方面发挥了重要作用，涌现出一大批先进典型和优秀志愿者。本报讯（记者 王翔）近年来，我省广泛开展学雷锋志愿服务活动，各地志愿服务组织不断壮大，志愿者队伍持续发展，形成了人人参与、人人奉献的良好社会风尚。志愿服务已经成为我省精神文明建设的一张亮丽名片，在扶贫帮困、关爱老人、环境保护、文化宣传、应急救援等方面发挥了重要作用，涌现出一大批先进典型和优秀志愿者。本报讯（记者 王翔）近年来，我省广泛开展学雷锋志愿服务活动，各地志愿服务组织不断壮大，志愿者队伍持续发展，形成了人人参与、人人奉献的良好社会风尚。志愿服务已经成为我省精神文明建设的一张亮丽名片，在扶贫帮困、关爱老人、环境保护、文化宣传、应急救援等方面发挥了重要作用，涌现出一大批先进典型和优秀志愿者。本报讯（记者 王翔）近年来，我省广泛开展学雷锋志愿服务活动，各地志愿服务组织不断壮大，志愿者队伍持续发展，形成了人人参与、人人奉: [216, 104, 316, 253]
- section-divider: [8, 258, 380, 259]
- side-item1-text-2: 本报讯（记者 王翔）近年来，我省广泛开展学雷锋志愿服务活动，各地志愿服务组织不断壮大，志愿者队伍持续发展，形成了人人参与、人人奉献的良好社会风尚。志愿服务已经成为我省精神文明建设的一张亮丽名片，在扶贫帮困、关爱老人、环境保护、文化宣传、应急救援等方面发挥了重要作用，涌现出一大批先进典型和优秀志愿者。本报讯（记者 王翔）近年来，我省广泛开展学雷锋志愿服务活动，各地志愿服务组织不断壮大，志愿者队伍持续发展，形成了人: [392, 170, 486, 209]
- side-item1-title: 全省“发现榜样”活动全面展开: [394, 42, 540, 73]
- article2-kicker: 我省向职业技能水平评价“一张卷子考所有人”问题“开刀”: [50, 263, 251, 272]
- bullet-2-text: 市场监管部门行政约谈了点美团: [402, 469, 515, 478]
- side-divider-2: [392, 418, 542, 419]
- main-byline: □本报记者 王 翔: [10, 95, 48, 101]
